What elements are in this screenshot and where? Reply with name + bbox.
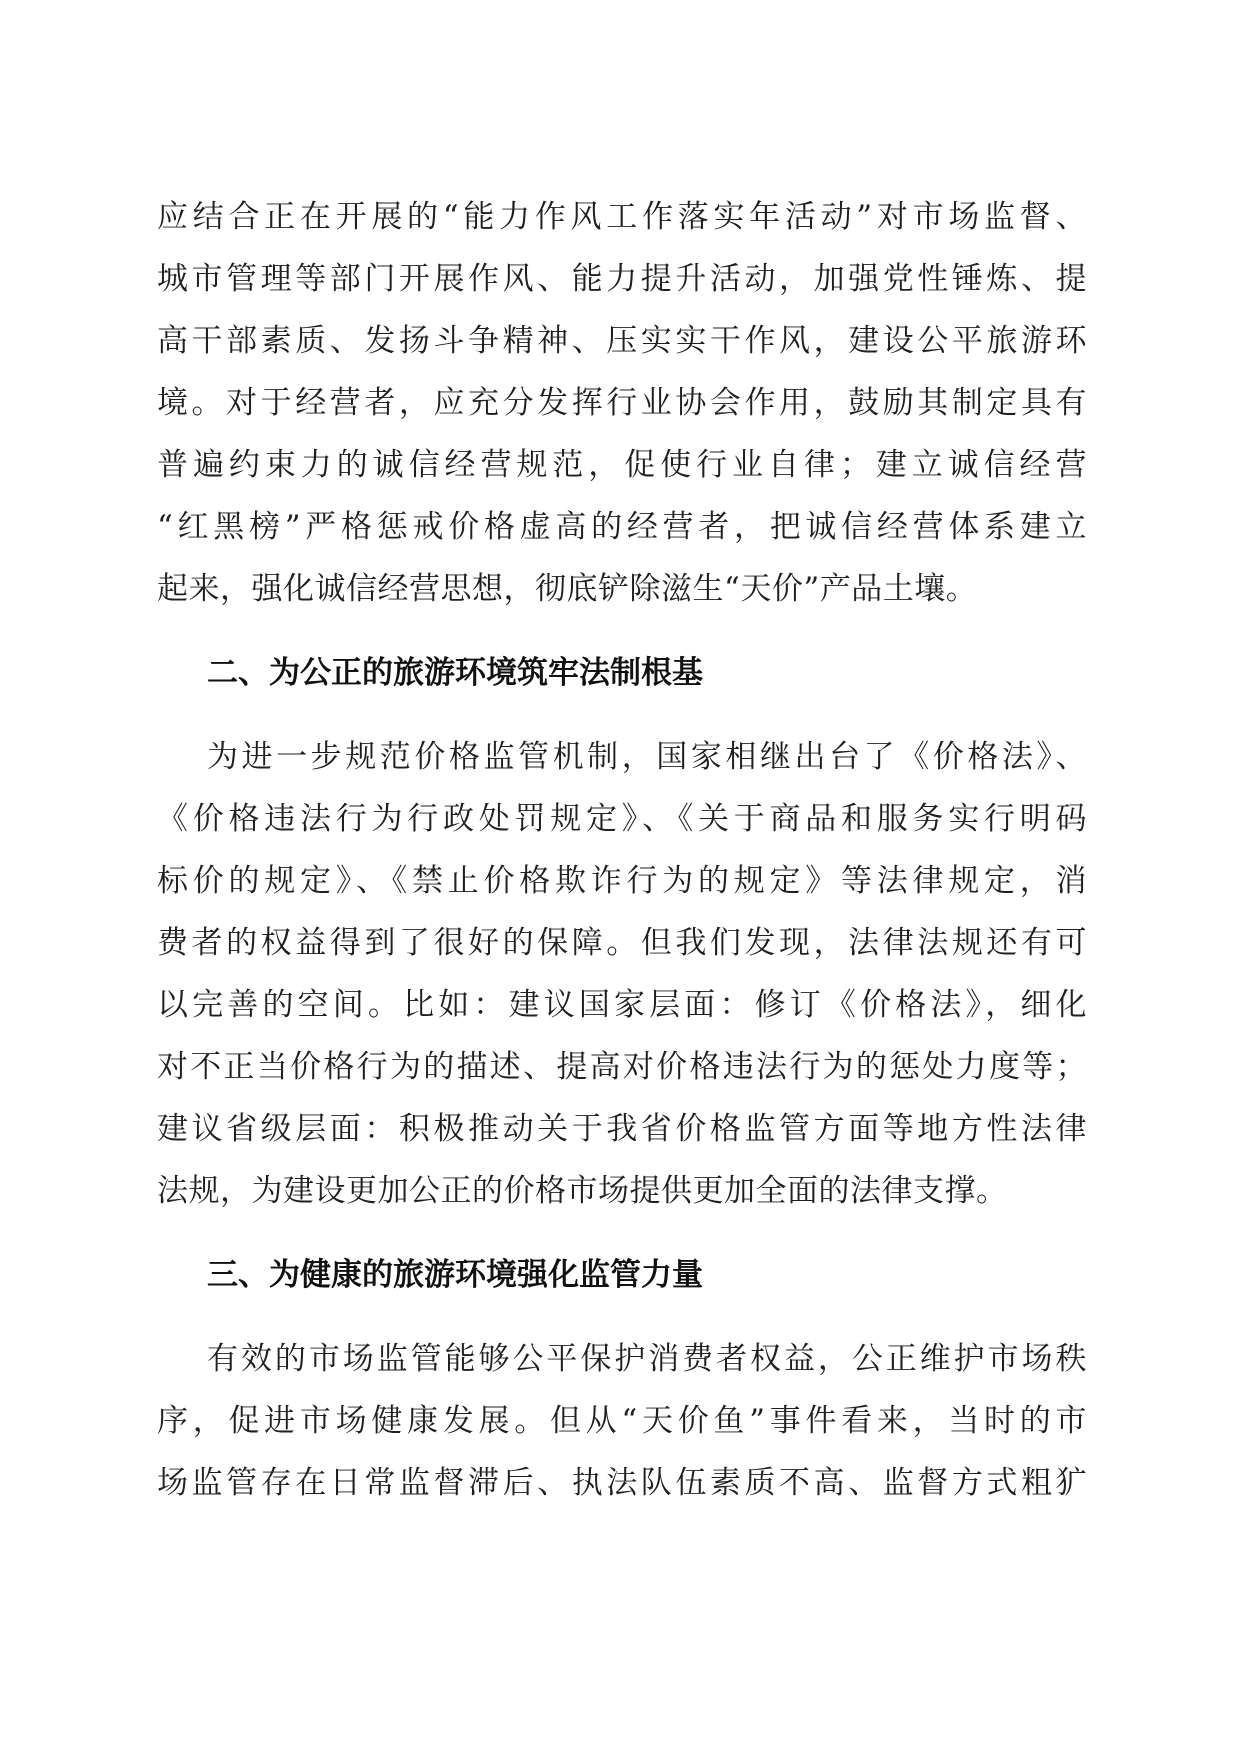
document-body — [157, 186, 1087, 1514]
text-line: 《价格违法行为行政处罚规定》、《关于商品和服务实行明码 — [157, 801, 1087, 837]
text-line: 序，促进市场健康发展。但从“天价鱼”事件看来，当时的市 — [157, 1403, 1087, 1439]
text-line: 场监管存在日常监督滞后、执法队伍素质不高、监督方式粗犷 — [157, 1465, 1087, 1501]
text-line: 高干部素质、发扬斗争精神、压实实干作风，建设公平旅游环 — [157, 323, 1087, 359]
text-line: 以完善的空间。比如：建议国家层面：修订《价格法》，细化 — [157, 987, 1087, 1023]
spacer — [157, 704, 1087, 726]
section-heading-3: 三、为健康的旅游环境强化监管力量 — [207, 1257, 703, 1293]
text-line: 法规，为建设更加公正的价格市场提供更加全面的法律支撑。 — [157, 1173, 1008, 1209]
text-line: 标价的规定》、《禁止价格欺诈行为的规定》等法律规定，消 — [157, 863, 1087, 899]
section-heading-2: 二、为公正的旅游环境筑牢法制根基 — [207, 655, 703, 691]
text-line: 起来，强化诚信经营思想，彻底铲除滋生“天价”产品土壤。 — [157, 571, 978, 607]
paragraph-legal — [157, 726, 1087, 1222]
text-line: 有效的市场监管能够公平保护消费者权益，公正维护市场秩 — [207, 1341, 1087, 1377]
text-line: “红黑榜”严格惩戒价格虚高的经营者，把诚信经营体系建立 — [157, 509, 1087, 545]
text-line: 对不正当价格行为的描述、提高对价格违法行为的惩处力度等； — [157, 1049, 1087, 1085]
paragraph-supervision — [157, 1328, 1087, 1514]
text-line: 境。对于经营者，应充分发挥行业协会作用，鼓励其制定具有 — [157, 385, 1087, 421]
text-line: 费者的权益得到了很好的保障。但我们发现，法律法规还有可 — [157, 925, 1087, 961]
text-line: 城市管理等部门开展作风、能力提升活动，加强党性锤炼、提 — [157, 261, 1087, 297]
text-line: 应结合正在开展的“能力作风工作落实年活动”对市场监督、 — [157, 199, 1087, 235]
paragraph-continued — [157, 186, 1087, 620]
text-line: 建议省级层面：积极推动关于我省价格监管方面等地方性法律 — [157, 1111, 1087, 1147]
spacer — [157, 1222, 1087, 1244]
spacer — [157, 620, 1087, 642]
text-line: 普遍约束力的诚信经营规范，促使行业自律；建立诚信经营 — [157, 447, 1087, 483]
spacer — [157, 1306, 1087, 1328]
text-line: 为进一步规范价格监管机制，国家相继出台了《价格法》、 — [207, 739, 1087, 775]
